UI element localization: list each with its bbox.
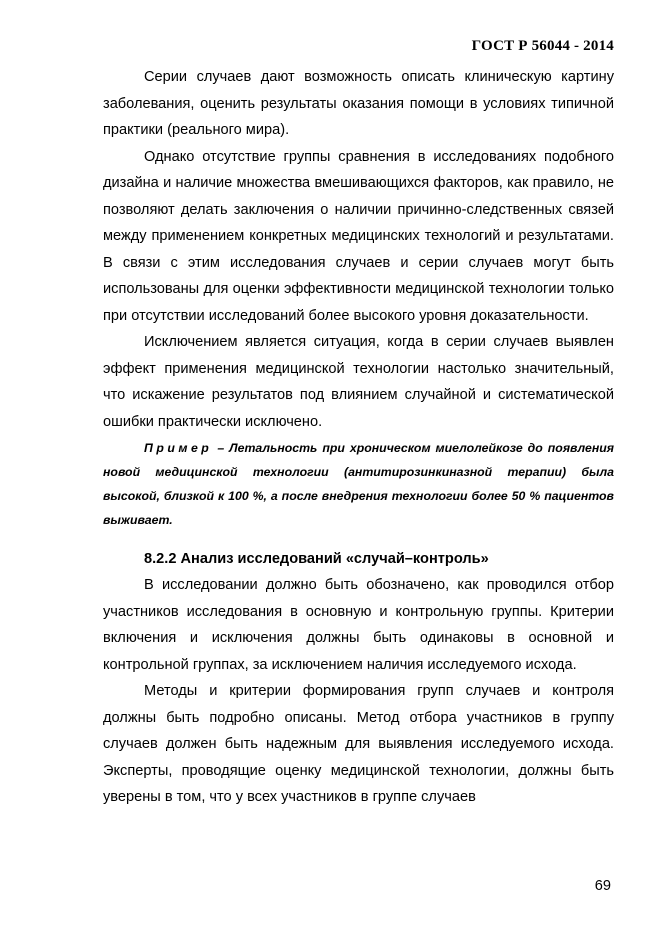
- paragraph-2: Однако отсутствие группы сравнения в исследованиях подобного дизайна и наличие множества вмешивающихся факторов, как правило, не позволяют делать заключения о наличии причинно-следственных связей между применением конкретных медицинских технологий и результатами. В связи с этим исследования случаев и серии случаев могут быть использованы для оценки эффективности медицинской технологии только при отсутствии исследований более высокого уровня доказательности.: [103, 148, 614, 324]
- paragraph-1: Серии случаев дают возможность описать клиническую картину заболевания, оценить результаты оказания помощи в условиях типичной практики (реального мира).: [103, 69, 614, 138]
- paragraph-3: Исключением является ситуация, когда в серии случаев выявлен эффект применения медицинской технологии настолько значительный, что искажение результатов под влиянием случайной и систематической ошибки практически исключено.: [103, 334, 614, 430]
- section-paragraph-2: Методы и критерии формирования групп случаев и контроля должны быть подробно описаны. Метод отбора участников в группу случаев должен быть надежным для выявления исследуемого исхода. Эксперты, проводящие оценку медицинской технологии, должны быть уверены в том, что у всех участников в группе случаев: [103, 683, 614, 805]
- section-paragraph-1: В исследовании должно быть обозначено, как проводился отбор участников исследования в основную и контрольную группы. Критерии включения и исключения должны быть одинаковы в основной и контрольной группах, за исключением наличия исследуемого исхода.: [103, 577, 614, 673]
- page-body: [103, 64, 614, 811]
- document-code-header: ГОСТ Р 56044 - 2014: [471, 38, 614, 54]
- example-note: [103, 436, 614, 532]
- page-number: 69: [594, 878, 611, 894]
- example-lead: Пример: [144, 441, 213, 455]
- section-heading: 8.2.2 Анализ исследований «случай–контроль»: [144, 551, 489, 567]
- example-text: – Летальность при хроническом миелолейкозе до появления новой медицинской технологии (антитирозинкиназной терапии) была высокой, близкой к 100 %, а после внедрения технологии более 50 % пациентов выживает.: [103, 441, 614, 527]
